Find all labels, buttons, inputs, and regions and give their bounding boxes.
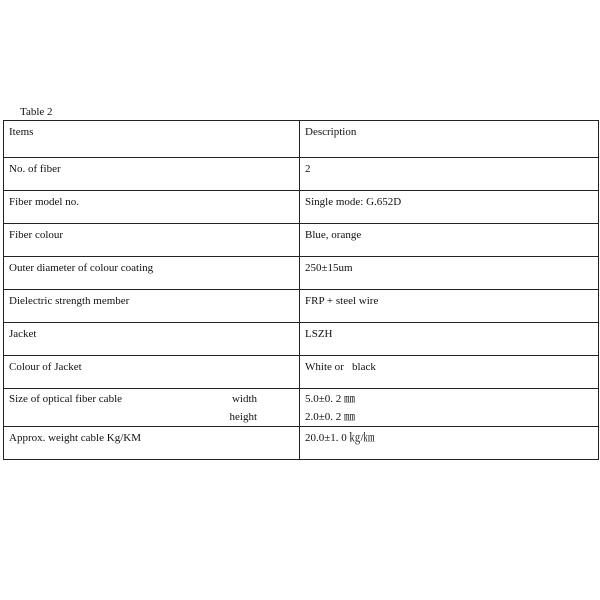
row-description: FRP + steel wire [300,290,599,323]
row-item: Approx. weight cable Kg/KM [4,427,300,460]
row-description: White or black [300,356,599,389]
row-item: Fiber colour [4,224,300,257]
table-row [4,224,599,257]
table-row [4,290,599,323]
height-label: height [229,411,257,423]
width-value: 5.0±0. 2 ㎜ [305,393,356,405]
table-row-size [4,389,599,427]
table-row [4,323,599,356]
row-item: Outer diameter of colour coating [4,257,300,290]
row-item: Fiber model no. [4,191,300,224]
row-description: 20.0±1. 0 ㎏/㎞ [300,427,599,460]
row-item: No. of fiber [4,158,300,191]
header-description: Description [300,121,599,158]
row-description: 2 [300,158,599,191]
width-label: width [231,393,257,405]
row-item: Colour of Jacket [4,356,300,389]
row-item: Dielectric strength member [4,290,300,323]
size-item-cell [4,389,300,427]
spec-table [3,120,599,460]
table-row [4,257,599,290]
table-caption: Table 2 [20,106,53,118]
size-dimension-labels [197,390,257,426]
row-description: Single mode: G.652D [300,191,599,224]
table-row [4,356,599,389]
table-row-weight [4,427,599,460]
header-items: Items [4,121,300,158]
size-item-label: Size of optical fiber cable [9,393,123,405]
row-description: Blue, orange [300,224,599,257]
size-value-cell [300,389,599,427]
table-row [4,191,599,224]
size-item-layout [9,390,294,426]
row-description: LSZH [300,323,599,356]
table-row [4,158,599,191]
size-dimension-values [305,390,593,426]
table-header-row [4,121,599,158]
row-item: Jacket [4,323,300,356]
row-description: 250±15um [300,257,599,290]
height-value: 2.0±0. 2 ㎜ [305,411,356,423]
